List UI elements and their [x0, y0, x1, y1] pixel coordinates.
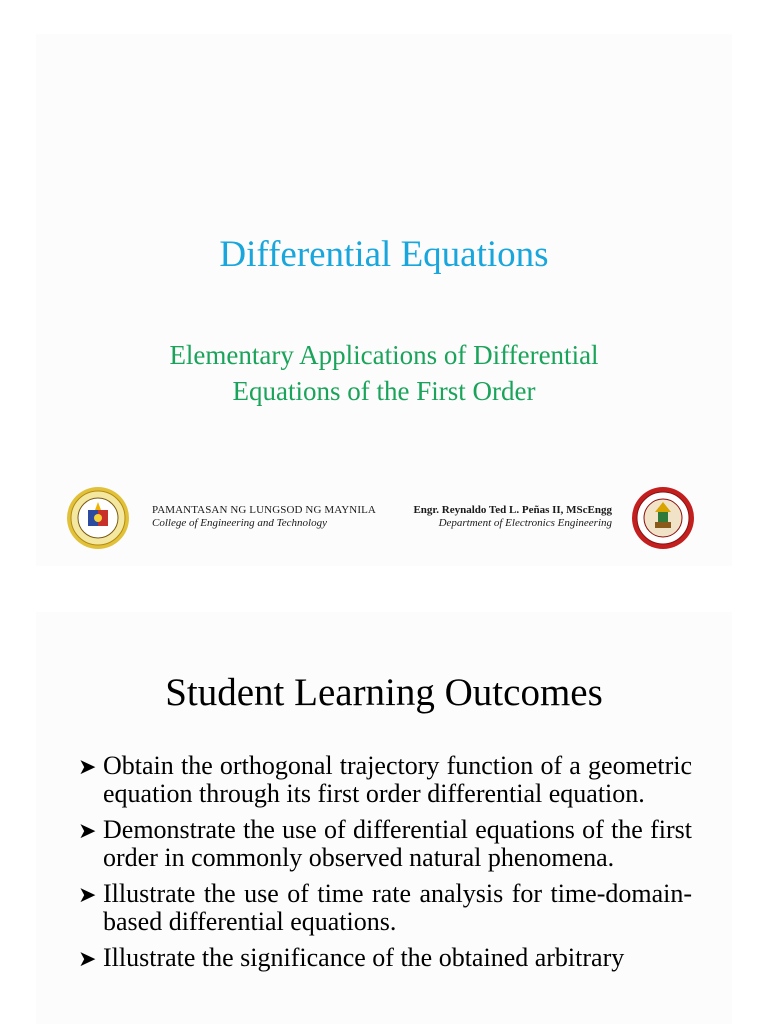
slide-title — [36, 34, 732, 566]
instructor-block — [413, 504, 612, 529]
arrow-bullet-icon: ➤ — [78, 946, 97, 971]
slide-footer — [36, 482, 732, 554]
college-name: College of Engineering and Technology — [152, 517, 327, 529]
list-item: ➤ Demonstrate the use of differential equations of the first order in commonly observed natural phenomena. — [78, 815, 692, 872]
list-item: ➤ Illustrate the significance of the obtained arbitrary — [78, 943, 625, 972]
college-seal-icon — [631, 486, 695, 550]
arrow-bullet-icon: ➤ — [78, 754, 97, 779]
outcomes-heading: Student Learning Outcomes — [165, 671, 603, 714]
slide-title-heading: Differential Equations — [219, 234, 549, 275]
subtitle-line-2: Equations of the First Order — [232, 376, 536, 406]
list-item: ➤ Obtain the orthogonal trajectory function of a geometric equation through its first order differential equation. — [78, 751, 692, 808]
list-item: ➤ Illustrate the use of time rate analysis for time-domain-based differential equations. — [78, 879, 692, 936]
arrow-bullet-icon: ➤ — [78, 882, 97, 907]
department-name: Department of Electronics Engineering — [438, 517, 612, 529]
university-name: PAMANTASAN NG LUNGSOD NG MAYNILA — [152, 504, 376, 516]
university-block — [152, 504, 376, 529]
slide-outcomes — [36, 612, 732, 1024]
instructor-name: Engr. Reynaldo Ted L. Peñas II, MScEngg — [413, 504, 612, 516]
subtitle-line-1: Elementary Applications of Differential — [169, 340, 599, 370]
university-seal-icon — [66, 486, 130, 550]
slide-subtitle — [36, 337, 732, 409]
outcomes-list — [78, 752, 692, 980]
arrow-bullet-icon: ➤ — [78, 818, 97, 843]
